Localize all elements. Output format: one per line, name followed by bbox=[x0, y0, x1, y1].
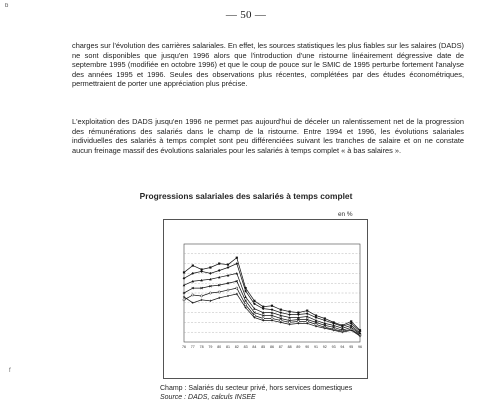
x-tick-label: 96 bbox=[358, 345, 362, 349]
figure-caption: Progressions salariales des salariés à temps complet bbox=[139, 191, 353, 201]
x-tick-label: 81 bbox=[226, 345, 230, 349]
x-tick-label: 95 bbox=[349, 345, 354, 349]
x-tick-label: 93 bbox=[331, 345, 336, 349]
x-tick-label: 79 bbox=[208, 345, 213, 349]
chart-unit-label: en % bbox=[338, 211, 353, 218]
x-tick-label: 87 bbox=[278, 345, 283, 349]
source-origin-line: Source : DADS, calculs INSEE bbox=[160, 393, 256, 401]
series-point bbox=[271, 305, 273, 307]
series-point bbox=[183, 299, 185, 301]
series-point bbox=[218, 291, 220, 293]
series-point bbox=[306, 320, 308, 322]
series-point bbox=[218, 263, 220, 265]
series-point bbox=[192, 294, 194, 296]
x-tick-label: 85 bbox=[261, 345, 266, 349]
chart-panel bbox=[163, 219, 368, 379]
body-paragraph-1: charges sur l'évolution des carrières salariales. En effet, les sources statistiques les plus fiables sur les salaires (DADS) ne sont disponibles que jusqu'en 1996 alors que l'introduction d'une ristourne linéairement dégressive date de septembre 1995 (modifiée en octobre 1996) et que le coup de pouce sur le SMIC de 1995 perturbe fortement l'analyse des années 1995 et 1996. Seules des observations plus récentes, complétées par des études économétriques, permettraient de porter une appréciation plus précise. bbox=[72, 41, 464, 89]
series-point bbox=[227, 263, 229, 265]
series-point bbox=[306, 310, 308, 312]
stray-mark: f bbox=[9, 368, 11, 374]
x-tick-label: 91 bbox=[314, 345, 318, 349]
figure-source bbox=[160, 385, 352, 402]
x-tick-label: 86 bbox=[270, 345, 274, 349]
series-point bbox=[289, 321, 291, 323]
x-tick-label: 78 bbox=[199, 345, 204, 349]
series-point bbox=[271, 317, 273, 319]
series-point bbox=[289, 311, 291, 313]
series-point bbox=[280, 309, 282, 311]
series-point bbox=[315, 323, 317, 325]
x-tick-label: 94 bbox=[340, 345, 345, 349]
corner-mark: b bbox=[5, 3, 9, 9]
series-point bbox=[297, 320, 299, 322]
x-tick-label: 82 bbox=[234, 345, 239, 349]
x-tick-label: 88 bbox=[287, 345, 292, 349]
series-point bbox=[262, 317, 264, 319]
x-tick-label: 77 bbox=[190, 345, 195, 349]
series-point bbox=[201, 295, 203, 297]
series-point bbox=[209, 266, 211, 268]
line-chart bbox=[164, 220, 367, 378]
series-point bbox=[236, 287, 238, 289]
series-point bbox=[183, 271, 185, 273]
series-point bbox=[192, 264, 194, 266]
x-tick-label: 83 bbox=[243, 345, 248, 349]
body-paragraph-2: L'exploitation des DADS jusqu'en 1996 ne permet pas aujourd'hui de déceler un ralentissement net de la progression des rémunérations des salariés dans le champ de la ristourne. Entre 1994 et 1996, les évolutions salariales individuelles des salariés à temps complet sont peu différenciées suivant les tranches de salaire et on ne constate aucun freinage massif des évolutions salariales pour les salariés à temps complet « à bas salaires ». bbox=[72, 117, 464, 155]
x-tick-label: 76 bbox=[182, 345, 186, 349]
source-scope-line: Champ : Salariés du secteur privé, hors services domestiques bbox=[160, 385, 353, 392]
x-tick-label: 89 bbox=[296, 345, 301, 349]
series-point bbox=[280, 319, 282, 321]
x-tick-label: 84 bbox=[252, 345, 257, 349]
page-number: — 50 — bbox=[225, 9, 267, 21]
series-point bbox=[227, 289, 229, 291]
series-point bbox=[245, 304, 247, 306]
series-point bbox=[209, 292, 211, 294]
series-point bbox=[253, 300, 255, 302]
series-point bbox=[236, 257, 238, 259]
x-tick-label: 92 bbox=[322, 345, 327, 349]
x-tick-label: 90 bbox=[305, 345, 310, 349]
x-tick-label: 80 bbox=[217, 345, 222, 349]
